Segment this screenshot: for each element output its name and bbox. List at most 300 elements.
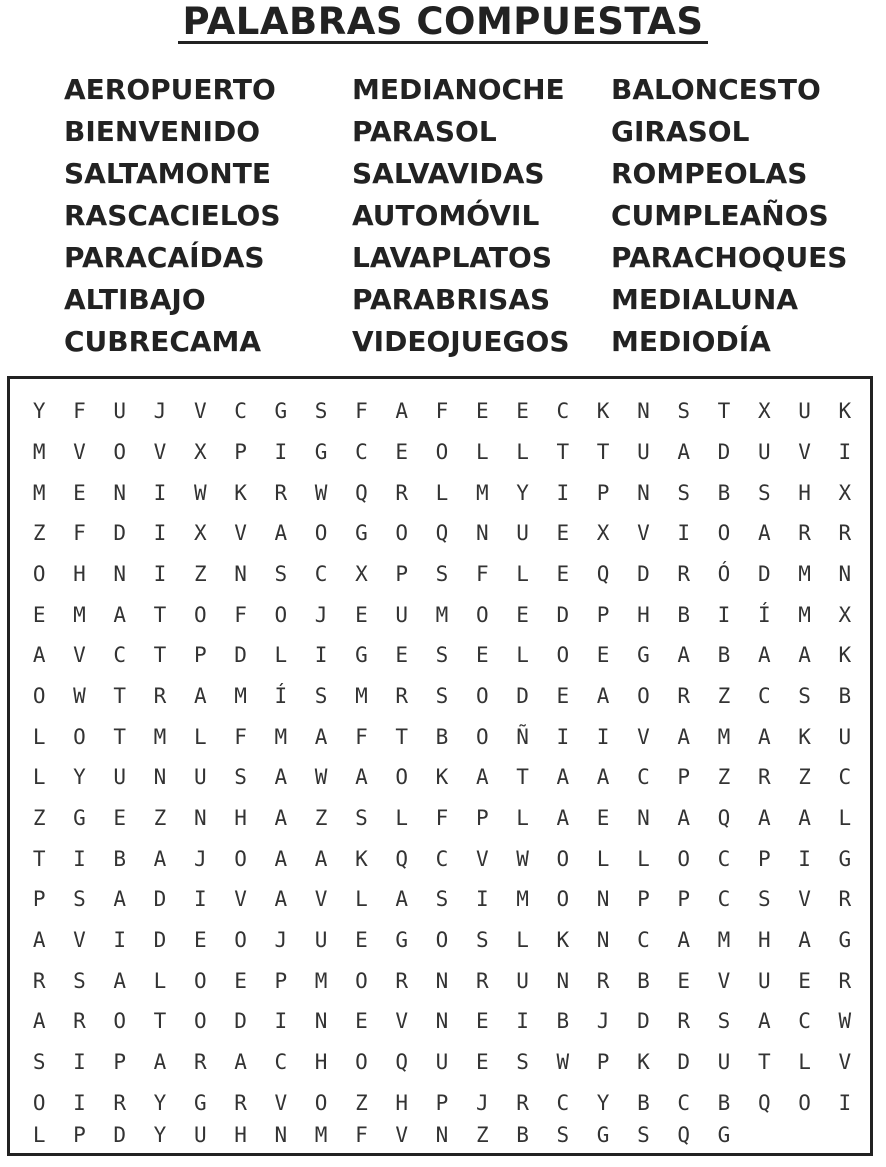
grid-letter-cell[interactable]: P <box>475 805 489 830</box>
grid-letter-cell[interactable]: F <box>234 724 247 749</box>
grid-letter-cell[interactable]: L <box>32 1123 46 1147</box>
grid-letter-cell[interactable]: B <box>516 1123 529 1147</box>
grid-letter-cell[interactable]: D <box>234 1009 247 1034</box>
grid-letter-cell[interactable]: R <box>73 1009 86 1034</box>
grid-letter-cell[interactable]: B <box>717 480 731 505</box>
grid-letter-cell[interactable]: V <box>475 846 489 871</box>
grid-letter-cell[interactable]: S <box>73 887 86 912</box>
grid-letter-cell[interactable]: O <box>193 1009 207 1034</box>
grid-letter-cell[interactable]: T <box>757 1049 771 1074</box>
grid-letter-cell[interactable]: L <box>798 1049 811 1074</box>
grid-letter-cell[interactable]: I <box>153 521 167 546</box>
grid-letter-cell[interactable]: B <box>838 683 852 708</box>
grid-letter-cell[interactable]: G <box>395 927 409 952</box>
grid-letter-cell[interactable]: Y <box>73 765 86 790</box>
grid-letter-cell[interactable]: I <box>717 602 731 627</box>
grid-letter-cell[interactable]: A <box>234 1049 247 1074</box>
grid-letter-cell[interactable]: A <box>596 765 610 790</box>
grid-letter-cell[interactable]: J <box>314 602 328 627</box>
grid-letter-cell[interactable]: G <box>596 1123 610 1147</box>
grid-letter-cell[interactable]: N <box>113 480 127 505</box>
grid-letter-cell[interactable]: P <box>677 765 691 790</box>
grid-letter-cell[interactable]: A <box>153 846 167 871</box>
grid-letter-cell[interactable]: R <box>395 683 409 708</box>
grid-letter-cell[interactable]: L <box>32 724 46 749</box>
grid-letter-cell[interactable]: D <box>113 521 127 546</box>
grid-letter-cell[interactable]: P <box>73 1123 86 1147</box>
grid-letter-cell[interactable]: E <box>516 399 529 424</box>
grid-letter-cell[interactable]: C <box>637 765 650 790</box>
grid-letter-cell[interactable]: Y <box>516 480 529 505</box>
grid-letter-cell[interactable]: R <box>475 968 489 993</box>
grid-letter-cell[interactable]: U <box>516 968 529 993</box>
grid-letter-cell[interactable]: O <box>193 968 207 993</box>
grid-letter-cell[interactable]: O <box>556 887 570 912</box>
grid-letter-cell[interactable]: S <box>757 480 771 505</box>
grid-letter-cell[interactable]: Y <box>596 1090 610 1115</box>
grid-letter-cell[interactable]: H <box>73 561 86 586</box>
grid-letter-cell[interactable]: I <box>113 927 127 952</box>
grid-letter-cell[interactable]: U <box>113 399 127 424</box>
grid-letter-cell[interactable]: V <box>717 968 731 993</box>
grid-letter-cell[interactable]: A <box>677 724 691 749</box>
grid-letter-cell[interactable]: N <box>193 805 207 830</box>
grid-letter-cell[interactable]: Y <box>32 399 46 424</box>
grid-letter-cell[interactable]: A <box>274 846 288 871</box>
grid-letter-cell[interactable]: O <box>717 521 731 546</box>
grid-letter-cell[interactable]: Ó <box>717 561 731 586</box>
grid-letter-cell[interactable]: M <box>798 561 811 586</box>
grid-letter-cell[interactable]: M <box>516 887 529 912</box>
grid-letter-cell[interactable]: I <box>73 1090 86 1115</box>
grid-letter-cell[interactable]: S <box>556 1123 570 1147</box>
grid-letter-cell[interactable]: L <box>596 846 610 871</box>
grid-letter-cell[interactable]: F <box>234 602 247 627</box>
grid-letter-cell[interactable]: U <box>717 1049 731 1074</box>
grid-letter-cell[interactable]: D <box>234 643 247 668</box>
grid-letter-cell[interactable]: M <box>798 602 811 627</box>
grid-letter-cell[interactable]: P <box>113 1049 127 1074</box>
grid-letter-cell[interactable]: O <box>73 724 86 749</box>
grid-letter-cell[interactable]: E <box>556 561 570 586</box>
grid-letter-cell[interactable]: P <box>637 887 650 912</box>
grid-letter-cell[interactable]: V <box>153 439 167 464</box>
grid-letter-cell[interactable]: V <box>838 1049 852 1074</box>
grid-letter-cell[interactable]: O <box>314 521 328 546</box>
grid-letter-cell[interactable]: L <box>475 439 489 464</box>
grid-letter-cell[interactable]: V <box>73 439 86 464</box>
grid-letter-cell[interactable]: I <box>677 521 691 546</box>
grid-letter-cell[interactable]: A <box>596 683 610 708</box>
grid-letter-cell[interactable]: S <box>314 683 328 708</box>
grid-letter-cell[interactable]: O <box>677 846 691 871</box>
grid-letter-cell[interactable]: J <box>274 927 288 952</box>
grid-letter-cell[interactable]: S <box>73 968 86 993</box>
grid-letter-cell[interactable]: S <box>314 399 328 424</box>
grid-letter-cell[interactable]: K <box>637 1049 650 1074</box>
grid-letter-cell[interactable]: A <box>274 765 288 790</box>
grid-letter-cell[interactable]: Q <box>677 1123 691 1147</box>
grid-letter-cell[interactable]: U <box>757 968 771 993</box>
grid-letter-cell[interactable]: O <box>355 968 368 993</box>
grid-letter-cell[interactable]: M <box>355 683 368 708</box>
grid-letter-cell[interactable]: R <box>798 521 811 546</box>
grid-letter-cell[interactable]: N <box>475 521 489 546</box>
grid-letter-cell[interactable]: X <box>757 399 771 424</box>
grid-letter-cell[interactable]: C <box>556 399 570 424</box>
grid-letter-cell[interactable]: W <box>516 846 529 871</box>
grid-letter-cell[interactable]: T <box>153 602 167 627</box>
grid-letter-cell[interactable]: N <box>637 399 650 424</box>
grid-letter-cell[interactable]: T <box>596 439 610 464</box>
grid-letter-cell[interactable]: A <box>798 805 811 830</box>
grid-letter-cell[interactable]: G <box>355 521 368 546</box>
grid-letter-cell[interactable]: R <box>838 887 852 912</box>
grid-letter-cell[interactable]: M <box>153 724 167 749</box>
grid-letter-cell[interactable]: T <box>113 683 127 708</box>
grid-letter-cell[interactable]: Z <box>32 521 46 546</box>
grid-letter-cell[interactable]: D <box>717 439 731 464</box>
grid-letter-cell[interactable]: Q <box>395 1049 409 1074</box>
grid-letter-cell[interactable]: A <box>274 521 288 546</box>
grid-letter-cell[interactable]: A <box>757 521 771 546</box>
grid-letter-cell[interactable]: P <box>234 439 247 464</box>
grid-letter-cell[interactable]: A <box>556 805 570 830</box>
grid-letter-cell[interactable]: N <box>556 968 570 993</box>
grid-letter-cell[interactable]: O <box>395 521 409 546</box>
grid-letter-cell[interactable]: O <box>274 602 288 627</box>
grid-letter-cell[interactable]: P <box>395 561 409 586</box>
grid-letter-cell[interactable]: L <box>516 643 529 668</box>
grid-letter-cell[interactable]: U <box>838 724 852 749</box>
grid-letter-cell[interactable]: T <box>153 1009 167 1034</box>
grid-letter-cell[interactable]: H <box>757 927 771 952</box>
grid-letter-cell[interactable]: F <box>73 399 86 424</box>
grid-letter-cell[interactable]: C <box>234 399 247 424</box>
grid-letter-cell[interactable]: X <box>838 602 852 627</box>
grid-letter-cell[interactable]: A <box>113 968 127 993</box>
grid-letter-cell[interactable]: R <box>677 1009 691 1034</box>
grid-letter-cell[interactable]: V <box>73 643 86 668</box>
grid-letter-cell[interactable]: A <box>314 846 328 871</box>
grid-letter-cell[interactable]: A <box>32 927 46 952</box>
grid-letter-cell[interactable]: R <box>596 968 610 993</box>
grid-letter-cell[interactable]: K <box>838 399 852 424</box>
grid-letter-cell[interactable]: I <box>838 1090 852 1115</box>
grid-letter-cell[interactable]: Z <box>798 765 811 790</box>
grid-letter-cell[interactable]: Ñ <box>516 724 529 749</box>
grid-letter-cell[interactable]: A <box>395 399 409 424</box>
grid-letter-cell[interactable]: C <box>355 439 368 464</box>
grid-letter-cell[interactable]: Z <box>717 683 731 708</box>
grid-letter-cell[interactable]: X <box>838 480 852 505</box>
grid-letter-cell[interactable]: U <box>637 439 650 464</box>
grid-letter-cell[interactable]: Í <box>274 683 288 708</box>
grid-letter-cell[interactable]: V <box>798 887 811 912</box>
grid-letter-cell[interactable]: O <box>113 439 127 464</box>
grid-letter-cell[interactable]: C <box>435 846 449 871</box>
grid-letter-cell[interactable]: E <box>355 602 368 627</box>
grid-letter-cell[interactable]: M <box>475 480 489 505</box>
grid-letter-cell[interactable]: L <box>516 927 529 952</box>
grid-letter-cell[interactable]: G <box>314 439 328 464</box>
grid-letter-cell[interactable]: N <box>596 927 610 952</box>
grid-letter-cell[interactable]: V <box>637 521 650 546</box>
grid-letter-cell[interactable]: I <box>73 1049 86 1074</box>
grid-letter-cell[interactable]: E <box>475 1009 489 1034</box>
grid-letter-cell[interactable]: M <box>32 439 46 464</box>
grid-letter-cell[interactable]: E <box>113 805 127 830</box>
grid-letter-cell[interactable]: W <box>193 480 207 505</box>
grid-letter-cell[interactable]: R <box>234 1090 247 1115</box>
grid-letter-cell[interactable]: F <box>435 805 449 830</box>
grid-letter-cell[interactable]: E <box>556 683 570 708</box>
grid-letter-cell[interactable]: R <box>757 765 771 790</box>
grid-letter-cell[interactable]: Q <box>596 561 610 586</box>
grid-letter-cell[interactable]: H <box>395 1090 409 1115</box>
grid-letter-cell[interactable]: O <box>234 846 247 871</box>
grid-letter-cell[interactable]: E <box>677 968 691 993</box>
grid-letter-cell[interactable]: A <box>757 805 771 830</box>
grid-letter-cell[interactable]: W <box>838 1009 852 1034</box>
grid-letter-cell[interactable]: S <box>516 1049 529 1074</box>
grid-letter-cell[interactable]: D <box>516 683 529 708</box>
grid-letter-cell[interactable]: O <box>395 765 409 790</box>
grid-letter-cell[interactable]: L <box>435 480 449 505</box>
grid-letter-cell[interactable]: O <box>193 602 207 627</box>
grid-letter-cell[interactable]: O <box>32 1090 46 1115</box>
grid-letter-cell[interactable]: A <box>677 643 691 668</box>
grid-letter-cell[interactable]: C <box>314 561 328 586</box>
grid-letter-cell[interactable]: R <box>395 480 409 505</box>
grid-letter-cell[interactable]: P <box>677 887 691 912</box>
grid-letter-cell[interactable]: F <box>355 399 368 424</box>
grid-letter-cell[interactable]: G <box>838 927 852 952</box>
grid-letter-cell[interactable]: P <box>757 846 771 871</box>
grid-letter-cell[interactable]: T <box>113 724 127 749</box>
grid-letter-cell[interactable]: H <box>234 1123 247 1147</box>
grid-letter-cell[interactable]: J <box>193 846 207 871</box>
grid-letter-cell[interactable]: N <box>113 561 127 586</box>
grid-letter-cell[interactable]: K <box>596 399 610 424</box>
grid-letter-cell[interactable]: M <box>314 968 328 993</box>
grid-letter-cell[interactable]: A <box>314 724 328 749</box>
grid-letter-cell[interactable]: S <box>717 1009 731 1034</box>
grid-letter-cell[interactable]: M <box>717 724 731 749</box>
grid-letter-cell[interactable]: Y <box>153 1090 167 1115</box>
grid-letter-cell[interactable]: U <box>757 439 771 464</box>
grid-letter-cell[interactable]: A <box>677 439 691 464</box>
grid-letter-cell[interactable]: D <box>637 561 650 586</box>
grid-letter-cell[interactable]: H <box>798 480 811 505</box>
grid-letter-cell[interactable]: U <box>435 1049 449 1074</box>
grid-letter-cell[interactable]: K <box>234 480 247 505</box>
grid-letter-cell[interactable]: Z <box>32 805 46 830</box>
grid-letter-cell[interactable]: F <box>355 724 368 749</box>
grid-letter-cell[interactable]: K <box>355 846 368 871</box>
grid-letter-cell[interactable]: A <box>757 1009 771 1034</box>
grid-letter-cell[interactable]: I <box>838 439 852 464</box>
grid-letter-cell[interactable]: R <box>677 561 691 586</box>
grid-letter-cell[interactable]: I <box>153 561 167 586</box>
grid-letter-cell[interactable]: V <box>193 399 207 424</box>
grid-letter-cell[interactable]: P <box>274 968 288 993</box>
grid-letter-cell[interactable]: N <box>435 1123 449 1147</box>
grid-letter-cell[interactable]: V <box>395 1009 409 1034</box>
grid-letter-cell[interactable]: A <box>193 683 207 708</box>
grid-letter-cell[interactable]: R <box>32 968 46 993</box>
grid-letter-cell[interactable]: S <box>435 887 449 912</box>
grid-letter-cell[interactable]: A <box>798 927 811 952</box>
grid-letter-cell[interactable]: T <box>516 765 529 790</box>
grid-letter-cell[interactable]: A <box>113 887 127 912</box>
grid-letter-cell[interactable]: K <box>798 724 811 749</box>
grid-letter-cell[interactable]: E <box>798 968 811 993</box>
grid-letter-cell[interactable]: I <box>314 643 328 668</box>
grid-letter-cell[interactable]: G <box>717 1123 731 1147</box>
grid-letter-cell[interactable]: D <box>153 927 167 952</box>
grid-letter-cell[interactable]: E <box>596 643 610 668</box>
grid-letter-cell[interactable]: K <box>556 927 570 952</box>
grid-letter-cell[interactable]: I <box>516 1009 529 1034</box>
grid-letter-cell[interactable]: I <box>274 1009 288 1034</box>
grid-letter-cell[interactable]: G <box>193 1090 207 1115</box>
grid-letter-cell[interactable]: O <box>435 439 449 464</box>
grid-letter-cell[interactable]: K <box>435 765 449 790</box>
grid-letter-cell[interactable]: W <box>556 1049 570 1074</box>
grid-letter-cell[interactable]: A <box>677 927 691 952</box>
grid-letter-cell[interactable]: Z <box>314 805 328 830</box>
grid-letter-cell[interactable]: O <box>113 1009 127 1034</box>
grid-letter-cell[interactable]: E <box>395 439 409 464</box>
grid-letter-cell[interactable]: E <box>355 927 368 952</box>
grid-letter-cell[interactable]: W <box>314 480 328 505</box>
grid-letter-cell[interactable]: M <box>314 1123 328 1147</box>
grid-letter-cell[interactable]: E <box>556 521 570 546</box>
grid-letter-cell[interactable]: C <box>637 927 650 952</box>
grid-letter-cell[interactable]: U <box>798 399 811 424</box>
grid-letter-cell[interactable]: L <box>32 765 46 790</box>
grid-letter-cell[interactable]: A <box>355 765 368 790</box>
grid-letter-cell[interactable]: O <box>234 927 247 952</box>
grid-letter-cell[interactable]: S <box>757 887 771 912</box>
grid-letter-cell[interactable]: A <box>798 643 811 668</box>
grid-letter-cell[interactable]: C <box>717 887 731 912</box>
grid-letter-cell[interactable]: I <box>193 887 207 912</box>
grid-letter-cell[interactable]: I <box>153 480 167 505</box>
grid-letter-cell[interactable]: S <box>475 927 489 952</box>
grid-letter-cell[interactable]: C <box>757 683 771 708</box>
grid-letter-cell[interactable]: E <box>475 1049 489 1074</box>
grid-letter-cell[interactable]: L <box>193 724 207 749</box>
grid-letter-cell[interactable]: Z <box>153 805 167 830</box>
grid-letter-cell[interactable]: U <box>314 927 328 952</box>
grid-letter-cell[interactable]: D <box>153 887 167 912</box>
grid-letter-cell[interactable]: O <box>314 1090 328 1115</box>
grid-letter-cell[interactable]: O <box>32 561 46 586</box>
grid-letter-cell[interactable]: V <box>73 927 86 952</box>
grid-letter-cell[interactable]: R <box>153 683 167 708</box>
grid-letter-cell[interactable]: Y <box>153 1123 167 1147</box>
grid-letter-cell[interactable]: G <box>355 643 368 668</box>
grid-letter-cell[interactable]: B <box>717 643 731 668</box>
grid-letter-cell[interactable]: Q <box>395 846 409 871</box>
grid-letter-cell[interactable]: O <box>435 927 449 952</box>
grid-letter-cell[interactable]: Z <box>475 1123 489 1147</box>
grid-letter-cell[interactable]: G <box>637 643 650 668</box>
grid-letter-cell[interactable]: N <box>274 1123 288 1147</box>
grid-letter-cell[interactable]: C <box>838 765 852 790</box>
grid-letter-cell[interactable]: S <box>435 643 449 668</box>
grid-letter-cell[interactable]: E <box>475 399 489 424</box>
grid-letter-cell[interactable]: J <box>475 1090 489 1115</box>
grid-letter-cell[interactable]: A <box>757 643 771 668</box>
grid-letter-cell[interactable]: O <box>475 724 489 749</box>
grid-letter-cell[interactable]: O <box>475 602 489 627</box>
grid-letter-cell[interactable]: B <box>113 846 127 871</box>
grid-letter-cell[interactable]: O <box>798 1090 811 1115</box>
grid-letter-cell[interactable]: S <box>435 683 449 708</box>
grid-letter-cell[interactable]: C <box>677 1090 691 1115</box>
grid-letter-cell[interactable]: S <box>798 683 811 708</box>
grid-letter-cell[interactable]: I <box>73 846 86 871</box>
grid-letter-cell[interactable]: M <box>32 480 46 505</box>
grid-letter-cell[interactable]: A <box>113 602 127 627</box>
grid-letter-cell[interactable]: W <box>314 765 328 790</box>
grid-letter-cell[interactable]: N <box>838 561 852 586</box>
grid-letter-cell[interactable]: X <box>193 521 207 546</box>
grid-letter-cell[interactable]: R <box>677 683 691 708</box>
grid-letter-cell[interactable]: C <box>556 1090 570 1115</box>
grid-letter-cell[interactable]: X <box>193 439 207 464</box>
grid-letter-cell[interactable]: M <box>274 724 288 749</box>
grid-letter-cell[interactable]: W <box>73 683 86 708</box>
grid-letter-cell[interactable]: P <box>32 887 46 912</box>
grid-letter-cell[interactable]: L <box>395 805 409 830</box>
grid-letter-cell[interactable]: R <box>113 1090 127 1115</box>
grid-letter-cell[interactable]: T <box>717 399 731 424</box>
grid-letter-cell[interactable]: U <box>193 765 207 790</box>
grid-letter-cell[interactable]: U <box>516 521 529 546</box>
grid-letter-cell[interactable]: Q <box>757 1090 771 1115</box>
grid-letter-cell[interactable]: V <box>234 887 247 912</box>
grid-letter-cell[interactable]: N <box>153 765 167 790</box>
grid-letter-cell[interactable]: S <box>637 1123 650 1147</box>
grid-letter-cell[interactable]: R <box>274 480 288 505</box>
grid-letter-cell[interactable]: L <box>355 887 368 912</box>
grid-letter-cell[interactable]: D <box>677 1049 691 1074</box>
grid-letter-cell[interactable]: N <box>596 887 610 912</box>
grid-letter-cell[interactable]: C <box>274 1049 288 1074</box>
grid-letter-cell[interactable]: U <box>395 602 409 627</box>
grid-letter-cell[interactable]: H <box>314 1049 328 1074</box>
grid-letter-cell[interactable]: V <box>637 724 650 749</box>
grid-letter-cell[interactable]: S <box>234 765 247 790</box>
grid-letter-cell[interactable]: F <box>355 1123 368 1147</box>
grid-letter-cell[interactable]: R <box>516 1090 529 1115</box>
grid-letter-cell[interactable]: A <box>677 805 691 830</box>
grid-letter-cell[interactable]: R <box>838 521 852 546</box>
grid-letter-cell[interactable]: I <box>475 887 489 912</box>
grid-letter-cell[interactable]: J <box>596 1009 610 1034</box>
grid-letter-cell[interactable]: D <box>113 1123 127 1147</box>
grid-letter-cell[interactable]: L <box>637 846 650 871</box>
grid-letter-cell[interactable]: P <box>435 1090 449 1115</box>
grid-letter-cell[interactable]: E <box>475 643 489 668</box>
grid-letter-cell[interactable]: S <box>274 561 288 586</box>
grid-letter-cell[interactable]: A <box>32 643 46 668</box>
grid-letter-cell[interactable]: G <box>838 846 852 871</box>
